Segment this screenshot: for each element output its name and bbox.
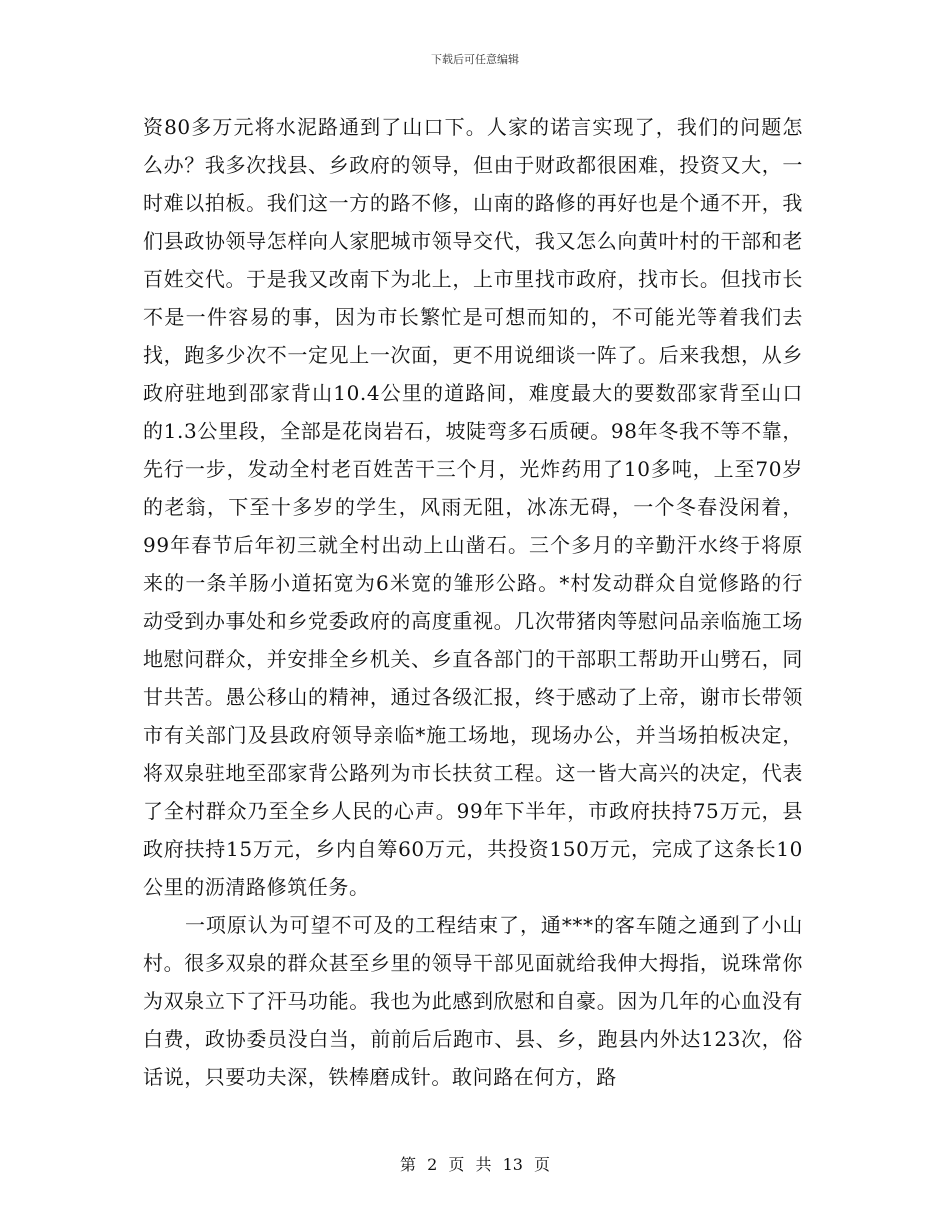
- document-body: [143, 108, 803, 1096]
- paragraph-1: 资80多万元将水泥路通到了山口下。人家的诺言实现了，我们的问题怎么办？我多次找县、乡政府的领导，但由于财政都很困难，投资又大，一时难以拍板。我们这一方的路不修，山南的路修的再好也是个通不开，我们县政协领导怎样向人家肥城市领导交代，我又怎么向黄叶村的干部和老百姓交代。于是我又改南下为北上，上市里找市政府，找市长。但找市长不是一件容易的事，因为市长繁忙是可想而知的，不可能光等着我们去找，跑多少次不一定见上一次面，更不用说细谈一阵了。后来我想，从乡政府驻地到邵家背山10.4公里的道路间，难度最大的要数邵家背至山口的1.3公里段，全部是花岗岩石，坡陡弯多石质硬。98年冬我不等不靠，先行一步，发动全村老百姓苦干三个月，光炸药用了10多吨，上至70岁的老翁，下至十多岁的学生，风雨无阻，冰冻无碍，一个冬春没闲着，99年春节后年初三就全村出动上山凿石。三个多月的辛勤汗水终于将原来的一条羊肠小道拓宽为6米宽的雏形公路。*村发动群众自觉修路的行动受到办事处和乡党委政府的高度重视。几次带猪肉等慰问品亲临施工场地慰问群众，并安排全乡机关、乡直各部门的干部职工帮助开山劈石，同甘共苦。愚公移山的精神，通过各级汇报，终于感动了上帝，谢市长带领市有关部门及县政府领导亲临*施工场地，现场办公，并当场拍板决定，将双泉驻地至邵家背公路列为市长扶贫工程。这一皆大高兴的决定，代表了全村群众乃至全乡人民的心声。99年下半年，市政府扶持75万元，县政府扶持15万元，乡内自筹60万元，共投资150万元，完成了这条长10公里的沥清路修筑任务。: [143, 115, 803, 899]
- paragraph-2: 一项原认为可望不可及的工程结束了，通***的客车随之通到了小山村。很多双泉的群众甚至乡里的领导干部见面就给我伸大拇指，说珠常你为双泉立下了汗马功能。我也为此感到欣慰和自豪。因为几年的心血没有白费，政协委员没白当，前前后后跑市、县、乡，跑县内外达123次，俗话说，只要功夫深，铁棒磨成针。敢问路在何方，路: [143, 913, 803, 1089]
- footer-total-pages: 13: [502, 1155, 523, 1174]
- footer-page-number: 2: [427, 1155, 438, 1174]
- page-footer: [0, 1155, 950, 1175]
- footer-page-label: 页: [448, 1155, 465, 1174]
- footer-total-prefix: 共: [475, 1155, 492, 1174]
- footer-suffix: 页: [534, 1155, 551, 1174]
- page-header: 下载后可任意编辑: [431, 53, 519, 66]
- footer-prefix: 第: [399, 1155, 416, 1174]
